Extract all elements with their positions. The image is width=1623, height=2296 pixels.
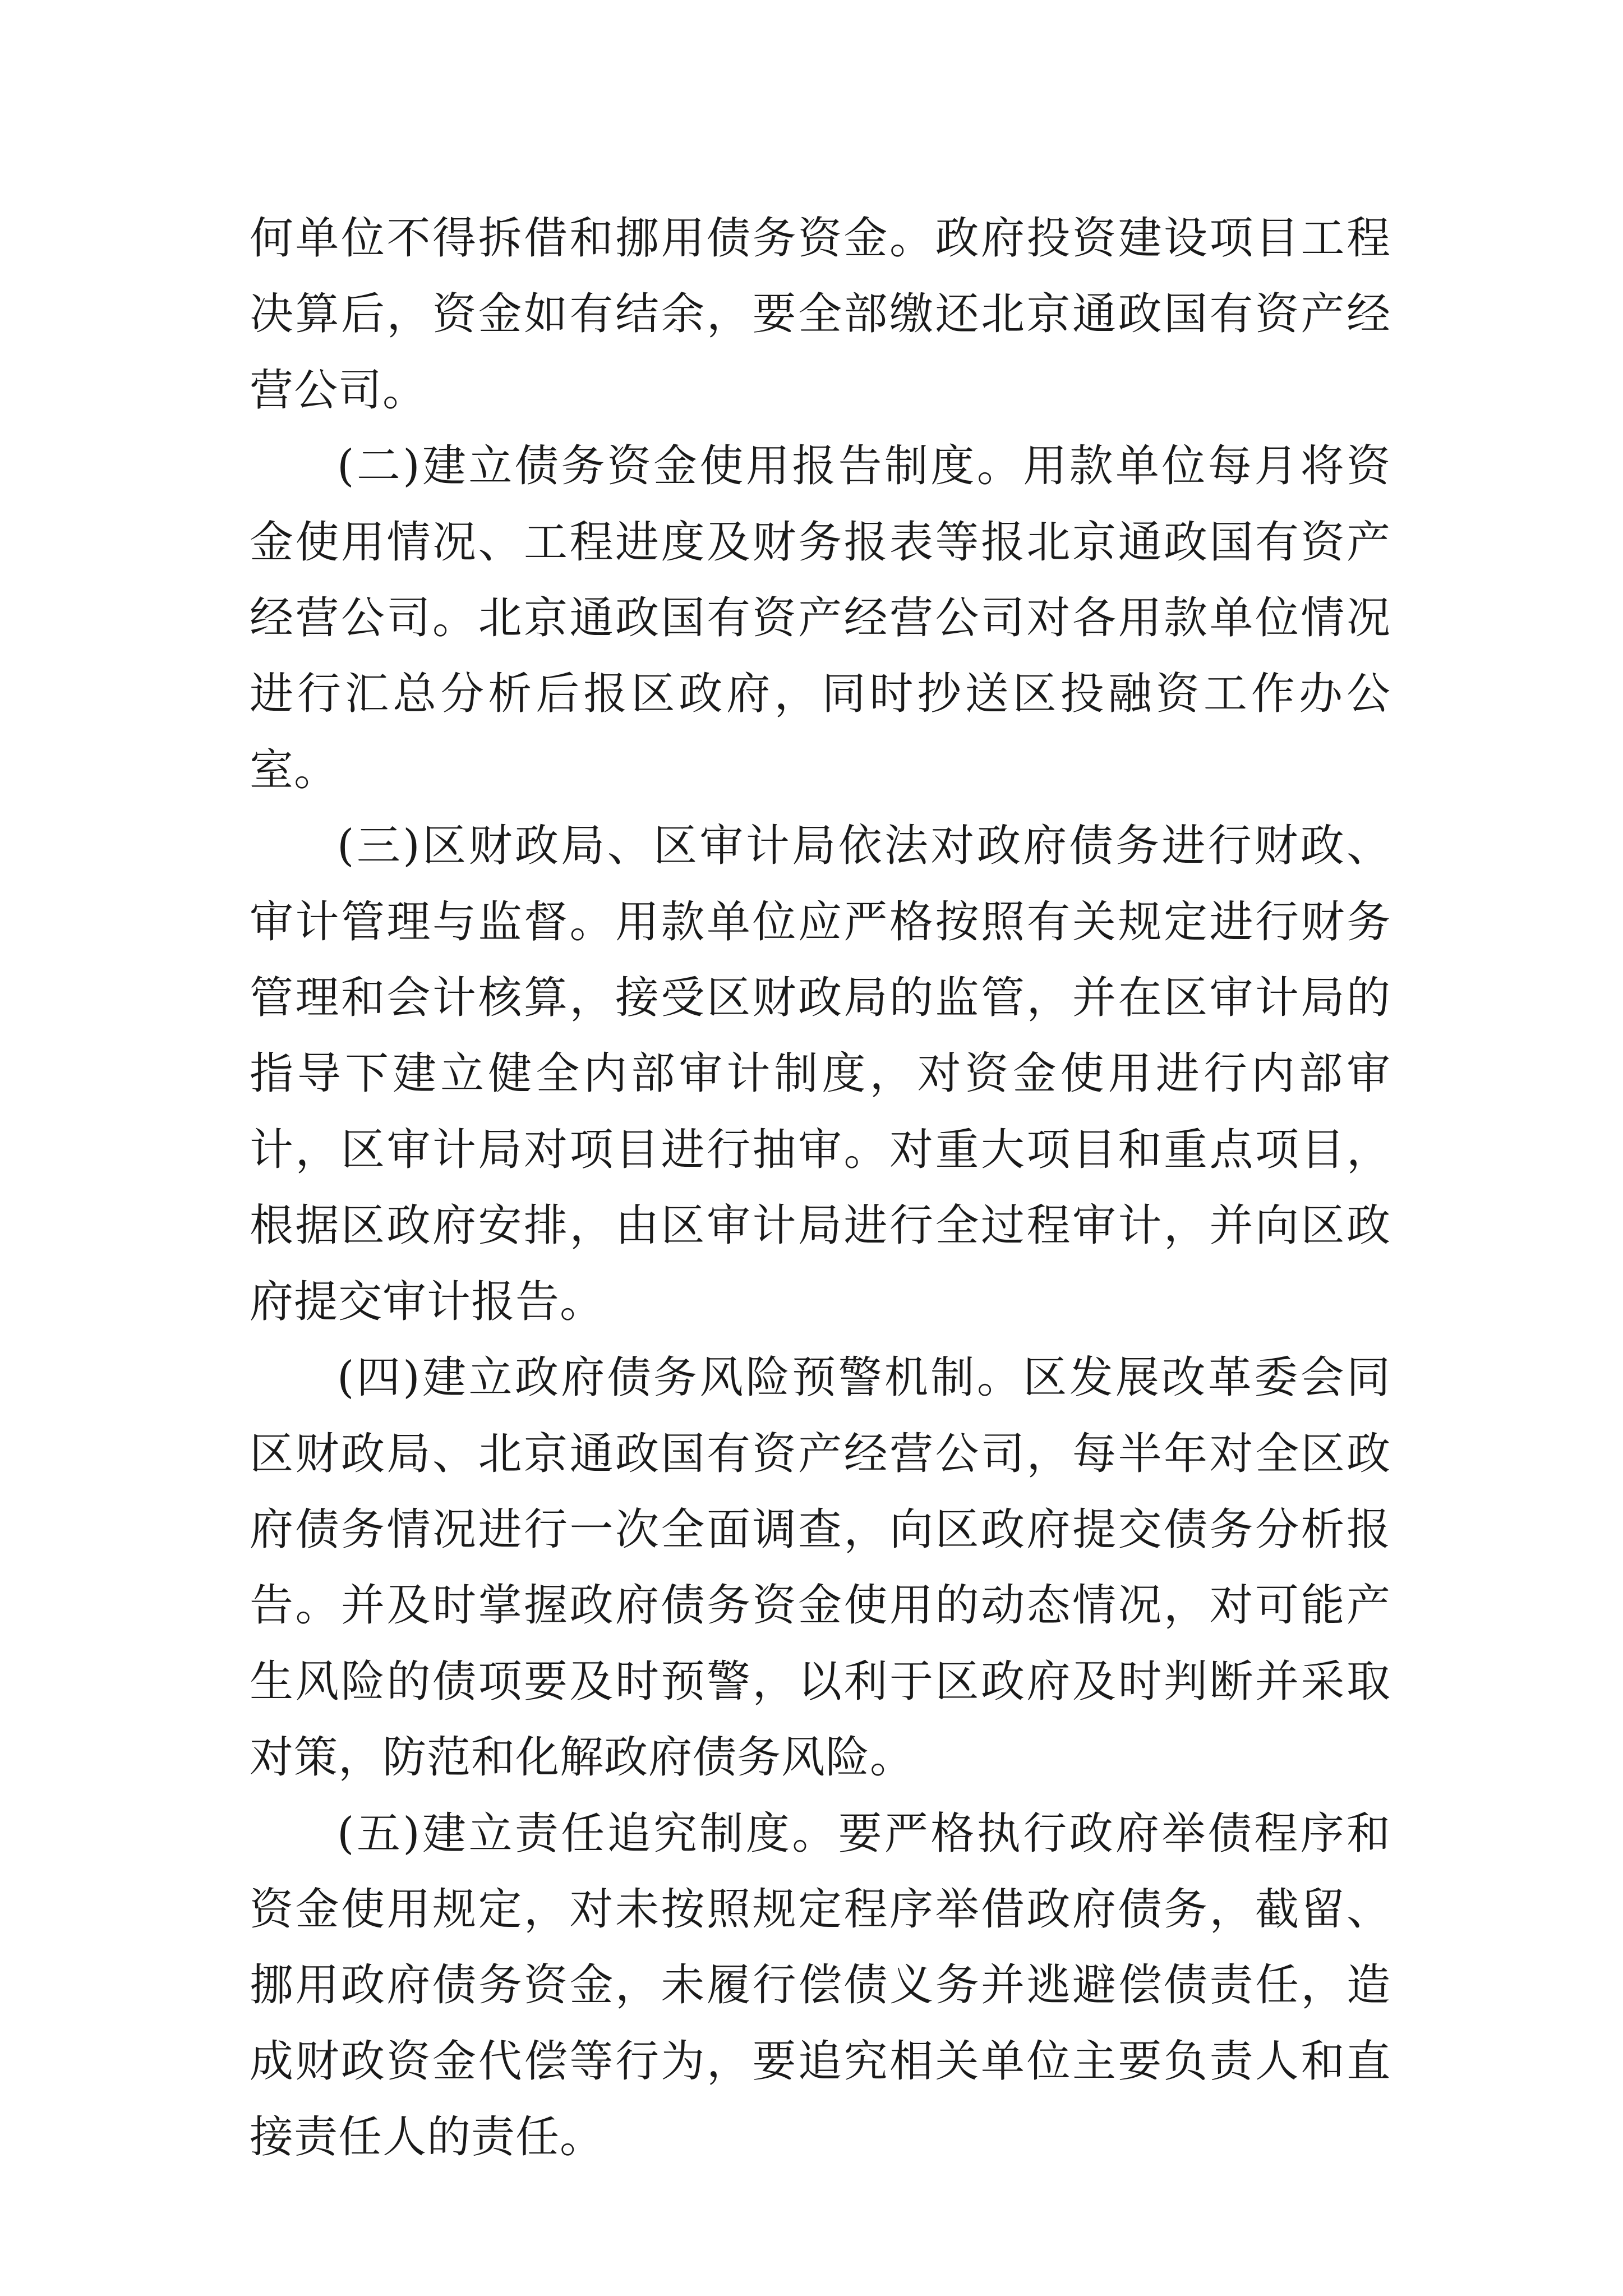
document-body [250, 201, 1391, 2176]
paragraph-item-5-accountability: (五)建立责任追究制度。要严格执行政府举债程序和资金使用规定，对未按照规定程序举借政府债务，截留、挪用政府债务资金，未履行偿债义务并逃避偿债责任，造成财政资金代偿等行为，要追究相关单位主要负责人和直接责任人的责任。 [250, 1808, 1391, 2163]
paragraph-item-3-audit-supervision: (三)区财政局、区审计局依法对政府债务进行财政、审计管理与监督。用款单位应严格按照有关规定进行财务管理和会计核算，接受区财政局的监管，并在区审计局的指导下建立健全内部审计制度，对资金使用进行内部审计，区审计局对项目进行抽审。对重大项目和重点项目，根据区政府安排，由区审计局进行全过程审计，并向区政府提交审计报告。 [250, 821, 1391, 1327]
paragraph-item-2-debt-reporting: (二)建立债务资金使用报告制度。用款单位每月将资金使用情况、工程进度及财务报表等报北京通政国有资产经营公司。北京通政国有资产经营公司对各用款单位情况进行汇总分析后报区政府，同时抄送区投融资工作办公室。 [250, 441, 1391, 795]
paragraph-item-4-risk-warning: (四)建立政府债务风险预警机制。区发展改革委会同区财政局、北京通政国有资产经营公司，每半年对全区政府债务情况进行一次全面调查，向区政府提交债务分析报告。并及时掌握政府债务资金使用的动态情况，对可能产生风险的债项要及时预警，以利于区政府及时判断并采取对策，防范和化解政府债务风险。 [250, 1352, 1391, 1783]
paragraph-continued: 何单位不得拆借和挪用债务资金。政府投资建设项目工程决算后，资金如有结余，要全部缴还北京通政国有资产经营公司。 [250, 213, 1391, 416]
